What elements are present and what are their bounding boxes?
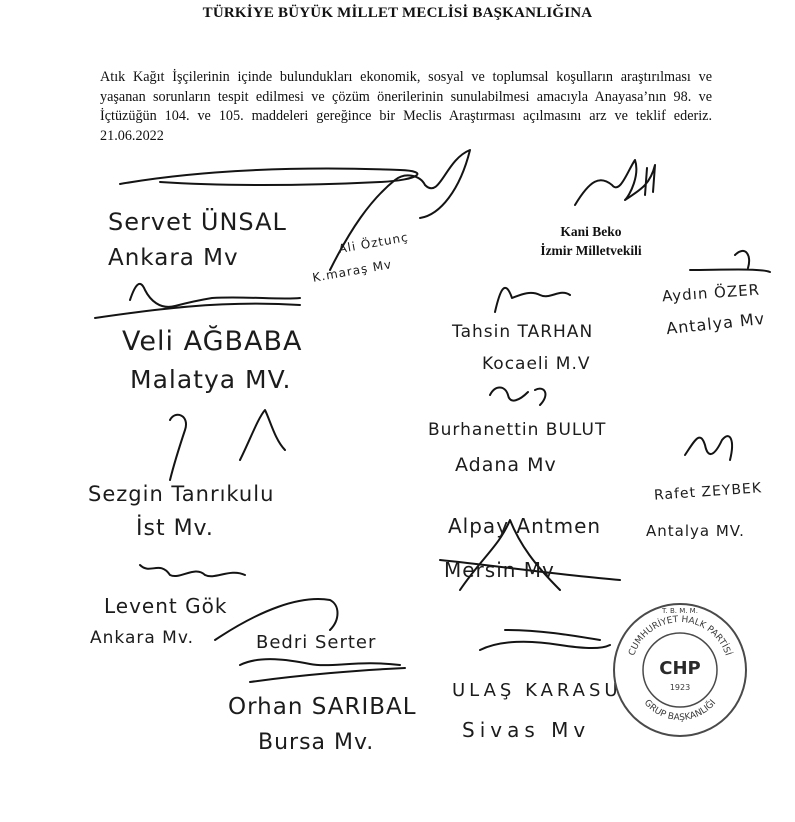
hw-orhan-region: Bursa Mv. (258, 730, 375, 755)
hw-rafet-name: Rafet ZEYBEK (653, 480, 763, 504)
stamp-ring-text: CUMHURİYET HALK PARTİSİ (627, 614, 733, 658)
signature-burhanettin (490, 388, 545, 406)
hw-ali-name: Ali Öztunç (337, 229, 410, 257)
signature-sezgin (170, 410, 285, 480)
signature-veli (95, 284, 300, 318)
stamp-year-text: 1923 (669, 683, 691, 692)
hw-orhan-name: Orhan SARIBAL (228, 694, 417, 720)
hw-veli-region: Malatya MV. (130, 365, 292, 394)
signature-tahsin (495, 288, 570, 312)
hw-tahsin-name: Tahsin TARHAN (452, 322, 594, 342)
svg-text:CUMHURİYET HALK PARTİSİ (627, 615, 733, 657)
signature-ali (120, 169, 417, 185)
signatory-block (506, 222, 676, 260)
hw-bedri-name: Bedri Serter (256, 632, 377, 653)
chp-group-stamp (610, 600, 750, 740)
hw-sezgin-region: İst Mv. (136, 516, 214, 541)
signature-kani (575, 160, 655, 205)
signature-ulas (480, 630, 610, 650)
hw-veli-name: Veli AĞBABA (122, 326, 303, 357)
document-title: TÜRKİYE BÜYÜK MİLLET MECLİSİ BAŞKANLIĞINA (202, 5, 593, 21)
stamp-top-text: T. B. M. M. (662, 607, 698, 615)
hw-aydin-name: Aydın ÖZER (661, 280, 761, 306)
hw-servet-name: Servet ÜNSAL (108, 208, 287, 236)
signature-rafet (685, 436, 732, 460)
hw-burhanettin-region: Adana Mv (455, 454, 557, 476)
hw-ali-region: K.maraş Mv (311, 257, 394, 285)
hw-servet-region: Ankara Mv (108, 245, 239, 271)
signature-gamze (240, 659, 405, 682)
hw-ulas-region: Sivas Mv (462, 718, 591, 742)
hw-burhanettin-name: Burhanettin BULUT (428, 420, 607, 440)
hw-levent-name: Levent Gök (104, 594, 228, 618)
signatory-title: İzmir Milletvekili (540, 243, 642, 258)
stamp-logo-text: CHP (659, 658, 701, 679)
hw-levent-region: Ankara Mv. (90, 628, 194, 648)
stamp-bottom-text: GRUP BAŞKANLIĞI (641, 698, 719, 724)
signature-aydin (690, 251, 770, 272)
hw-sezgin-name: Sezgin Tanrıkulu (88, 482, 275, 506)
hw-rafet-region: Antalya MV. (646, 522, 745, 540)
svg-text:GRUP BAŞKANLIĞI (642, 698, 718, 723)
hw-alpay-region: Mersin Mv (444, 558, 555, 582)
signatory-name: Kani Beko (560, 224, 622, 239)
hw-alpay-name: Alpay Antmen (448, 514, 602, 538)
motion-body-text: Atık Kağıt İşçilerinin içinde bulundukları ekonomik, sosyal ve toplumsal koşulların araştırılması ve yaşanan sorunların tespit edilmesi ve çözüm önerilerinin sunulabilmesi amacıyla Anayasa’nın 98. ve İçtüzüğün 104. ve 105. maddeleri gereğince bir Meclis Araştırması açılmasını arz ve teklif ederiz. 21.06.2022 (100, 69, 712, 144)
hw-aydin-region: Antalya Mv (665, 308, 766, 339)
hw-tahsin-region: Kocaeli M.V (482, 354, 591, 374)
hw-ulas-name: ULAŞ KARASU (452, 680, 622, 701)
